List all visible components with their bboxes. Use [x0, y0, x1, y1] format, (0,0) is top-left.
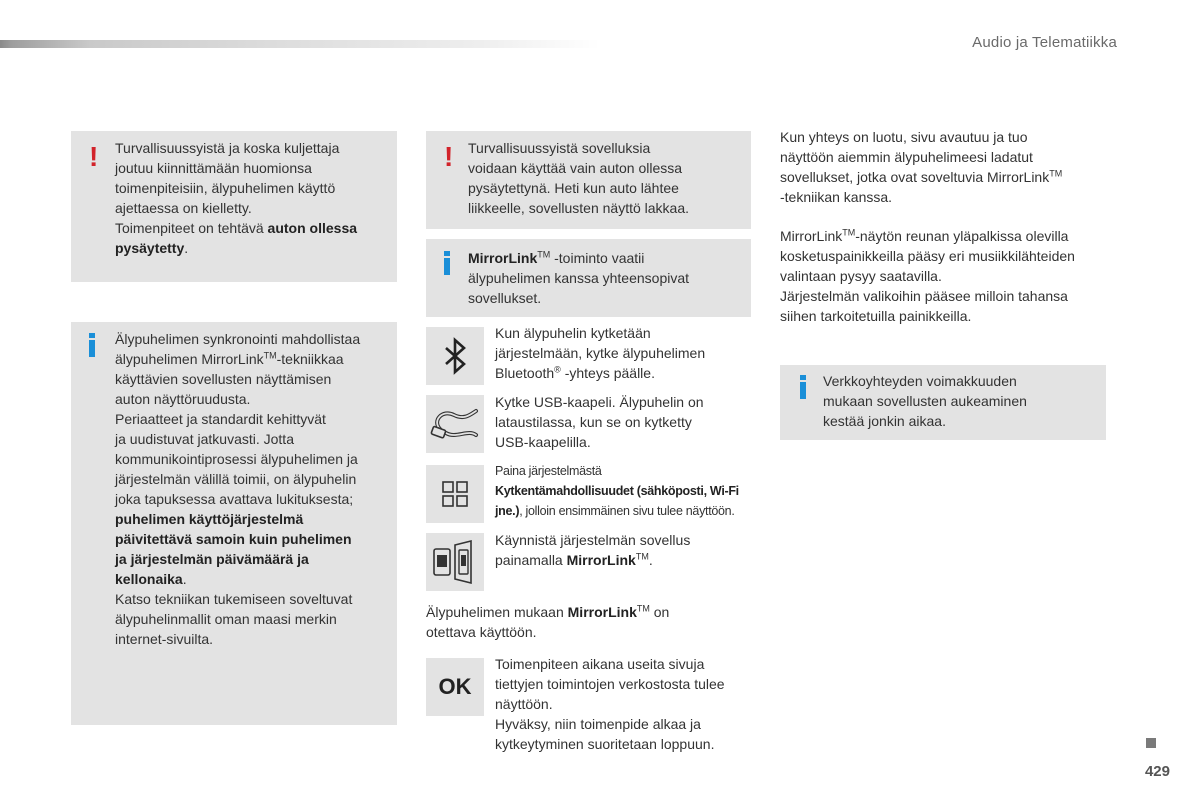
- left-info-text: Älypuhelimen synkronointi mahdollistaa älypuhelimen MirrorLink™-tekniikkaa käyttävien sovellusten näyttämisen auton näyttöruudusta. Periaatteet ja standardit kehittyvät ja uudistuvat jatkuvasti. Jotta kommunikointiprosessi älypuhelimen ja järjestelmän välillä toimii, on älypuhelin joka tapuksessa avattava lukituksesta; puhelimen käyttöjärjestelmä päivitettävä samoin kuin puhelimen ja järjestelmän päivämäärä ja kellonaika. Katso tekniikan tukemiseen soveltuvat älypuhelinmallit oman maasi merkin internet-sivuilta.: [115, 331, 361, 647]
- right-info-box: [780, 365, 1106, 440]
- middle-info-text: MirrorLink™ -toiminto vaatii älypuhelimen kanssa yhteensopivat sovellukset.: [468, 249, 690, 306]
- bluetooth-icon: [426, 327, 484, 385]
- usb-cable-icon: [426, 395, 484, 453]
- info-icon: [444, 258, 450, 275]
- warning-icon: !: [444, 141, 454, 172]
- info-icon: [800, 382, 806, 399]
- ok-icon: OK: [426, 658, 484, 716]
- page-corner-marker: [1146, 738, 1156, 748]
- info-icon: [89, 340, 95, 357]
- mirrorlink-note: Älypuhelimen mukaan MirrorLink™ on otettava käyttöön.: [426, 603, 670, 640]
- step-ok-text: Toimenpiteen aikana useita sivuja tiettyjen toimintojen verkostosta tulee näyttöön. Hyväksy, niin toimenpide alkaa ja kytkeytyminen suoritetaan loppuun.: [495, 656, 725, 752]
- right-paragraph-2: MirrorLink™-näytön reunan yläpalkissa olevilla kosketuspainikkeilla pääsy eri musiikkilähteiden valintaan pysyy saatavilla. Järjestelmän valikoihin pääsee milloin tahansa siihen tarkoitetuilla painikkeilla.: [780, 227, 1075, 324]
- middle-warning-box: [426, 131, 751, 229]
- step-apps-text: Paina järjestelmästä Kytkentämahdollisuudet (sähköposti, Wi-Fi jne.), jolloin ensimmäinen sivu tulee näyttöön.: [495, 464, 739, 518]
- mirrorlink-icon: [426, 533, 484, 591]
- step-mirrorlink-text: Käynnistä järjestelmän sovellus painamalla MirrorLink™.: [495, 532, 691, 568]
- section-title: Audio ja Telematiikka: [972, 34, 1117, 51]
- right-info-text: Verkkoyhteyden voimakkuuden mukaan sovellusten aukeaminen kestää jonkin aikaa.: [823, 373, 1027, 429]
- right-paragraph-1: Kun yhteys on luotu, sivu avautuu ja tuo näyttöön aiemmin älypuhelimeesi ladatut sovellukset, jotka ovat soveltuvia MirrorLink™ -tekniikan kanssa.: [780, 129, 1063, 205]
- header-bar: [0, 40, 600, 48]
- warning-icon: !: [89, 141, 99, 172]
- left-warning-text: Turvallisuussyistä ja koska kuljettaja joutuu kiinnittämään huomionsa toimenpiteisiin, älypuhelimen käyttö ajettaessa on kielletty. Toimenpiteet on tehtävä auton ollessa pysäytetty.: [115, 140, 358, 256]
- apps-grid-icon: [426, 465, 484, 523]
- step-bluetooth-text: Kun älypuhelin kytketään järjestelmään, kytke älypuhelimen Bluetooth® -yhteys päälle.: [495, 325, 706, 381]
- middle-warning-text: Turvallisuussyistä sovelluksia voidaan käyttää vain auton ollessa pysäytettynä. Heti kun auto lähtee liikkeelle, sovellusten näyttö lakkaa.: [468, 140, 690, 216]
- middle-info-box: [426, 239, 751, 317]
- page-number: 429: [1144, 763, 1170, 780]
- step-usb-text: Kytke USB-kaapeli. Älypuhelin on lataustilassa, kun se on kytketty USB-kaapelilla.: [495, 394, 704, 450]
- left-warning-box: [71, 131, 397, 282]
- left-info-box: [71, 322, 397, 725]
